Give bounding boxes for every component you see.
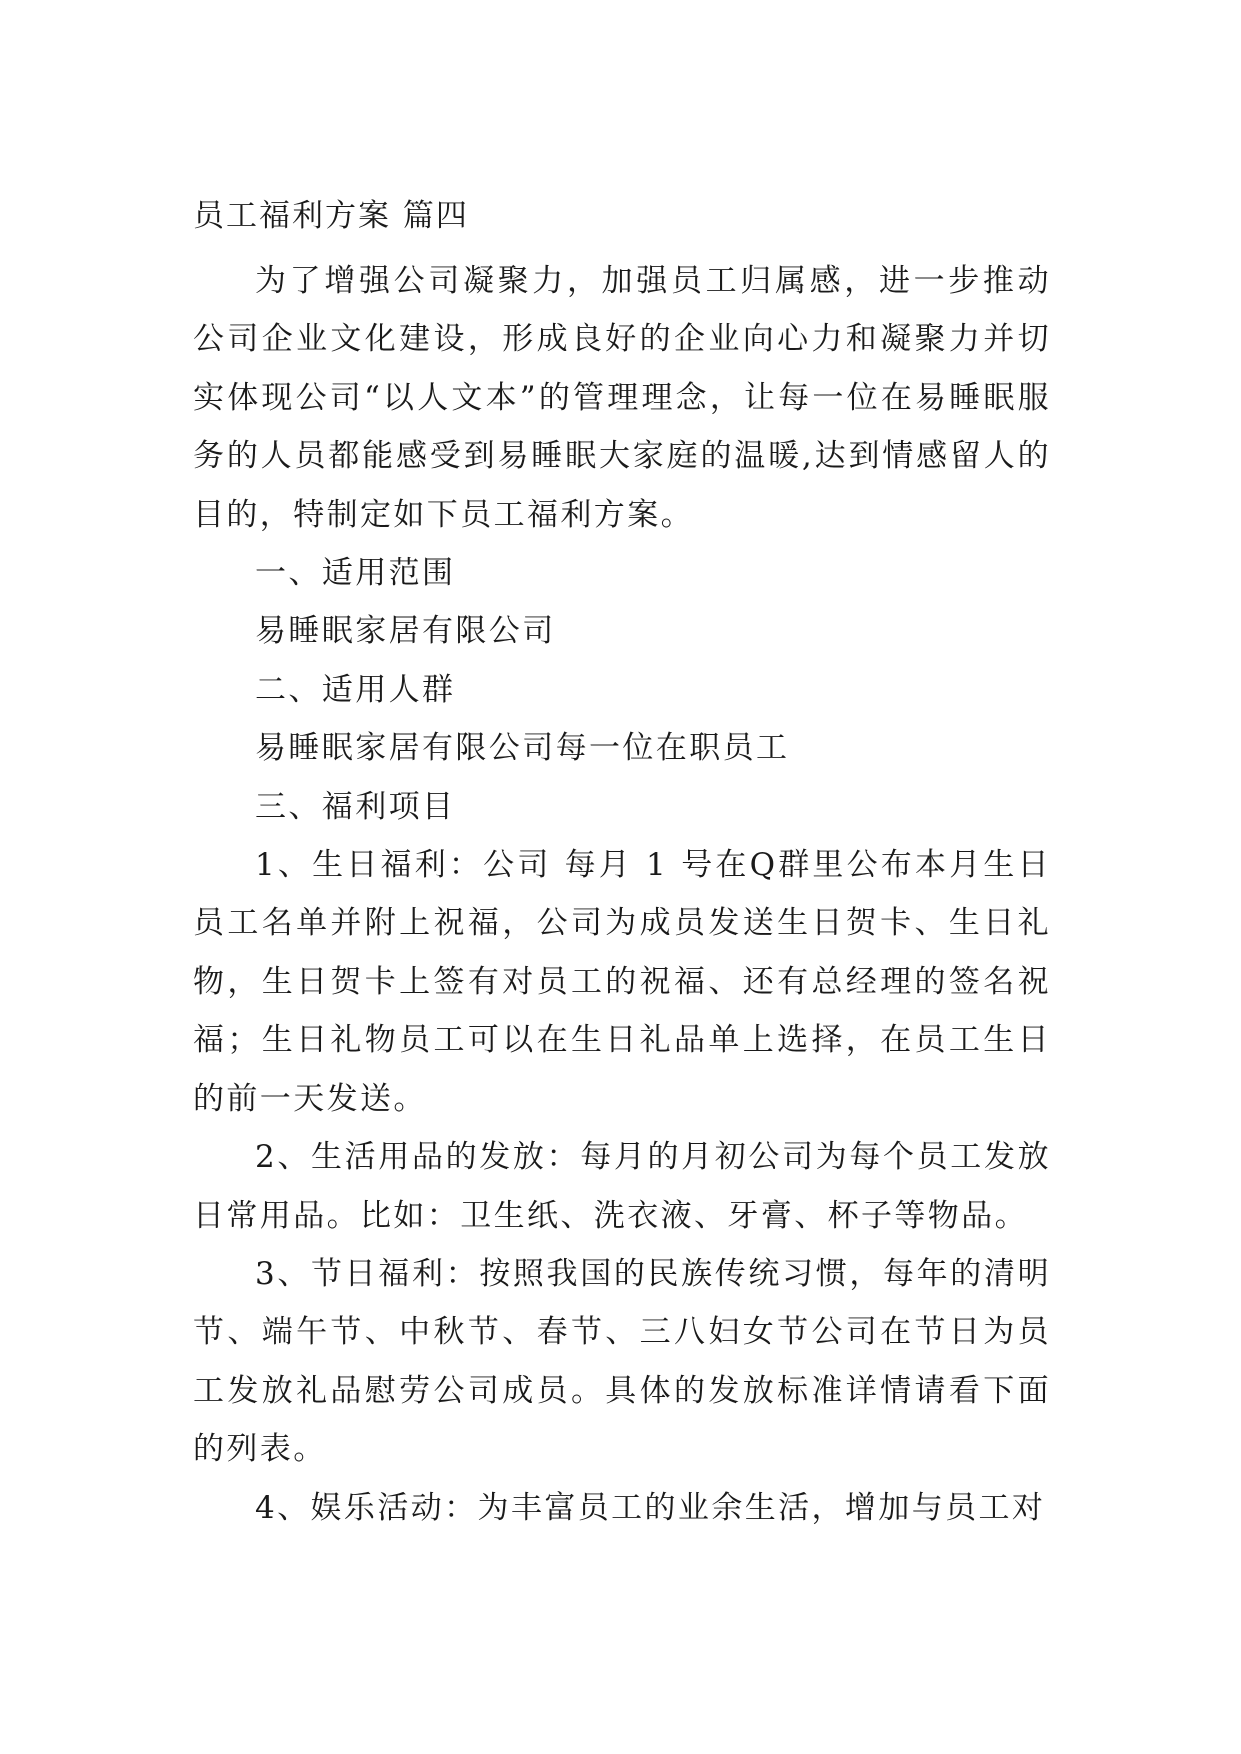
paragraph-holiday-benefit: 3、节日福利：按照我国的民族传统习惯，每年的清明节、端午节、中秋节、春节、三八妇女节公司在节日为员工发放礼品慰劳公司成员。具体的发放标准详情请看下面的列表。 xyxy=(193,1255,1051,1468)
document-title: 员工福利方案 篇四 xyxy=(193,198,469,234)
paragraph-audience: 易睡眠家居有限公司每一位在职员工 xyxy=(255,730,790,767)
paragraph-scope: 易睡眠家居有限公司 xyxy=(255,613,556,650)
paragraph-birthday-benefit: 1、生日福利：公司 每月 1 号在Q群里公布本月生日员工名单并附上祝福，公司为成员发送生日贺卡、生日礼物，生日贺卡上签有对员工的祝福、还有总经理的签名祝福；生日礼物员工可以在生日礼品单上选择，在员工生日的前一天发送。 xyxy=(193,847,1051,1117)
section-heading-scope: 一、适用范围 xyxy=(255,555,456,592)
paragraph-daily-supplies: 2、生活用品的发放：每月的月初公司为每个员工发放日常用品。比如：卫生纸、洗衣液、牙膏、杯子等物品。 xyxy=(193,1139,1051,1234)
paragraph-entertainment: 4、娱乐活动：为丰富员工的业余生活，增加与员工对 xyxy=(255,1489,1046,1526)
section-heading-audience: 二、适用人群 xyxy=(255,671,456,708)
section-heading-benefits: 三、福利项目 xyxy=(255,788,456,825)
paragraph-intro: 为了增强公司凝聚力，加强员工归属感，进一步推动公司企业文化建设，形成良好的企业向心力和凝聚力并切实体现公司“以人文本”的管理理念，让每一位在易睡眠服务的人员都能感受到易睡眠大家庭的温暖,达到情感留人的目的，特制定如下员工福利方案。 xyxy=(193,263,1051,533)
document-body xyxy=(193,252,1051,1537)
